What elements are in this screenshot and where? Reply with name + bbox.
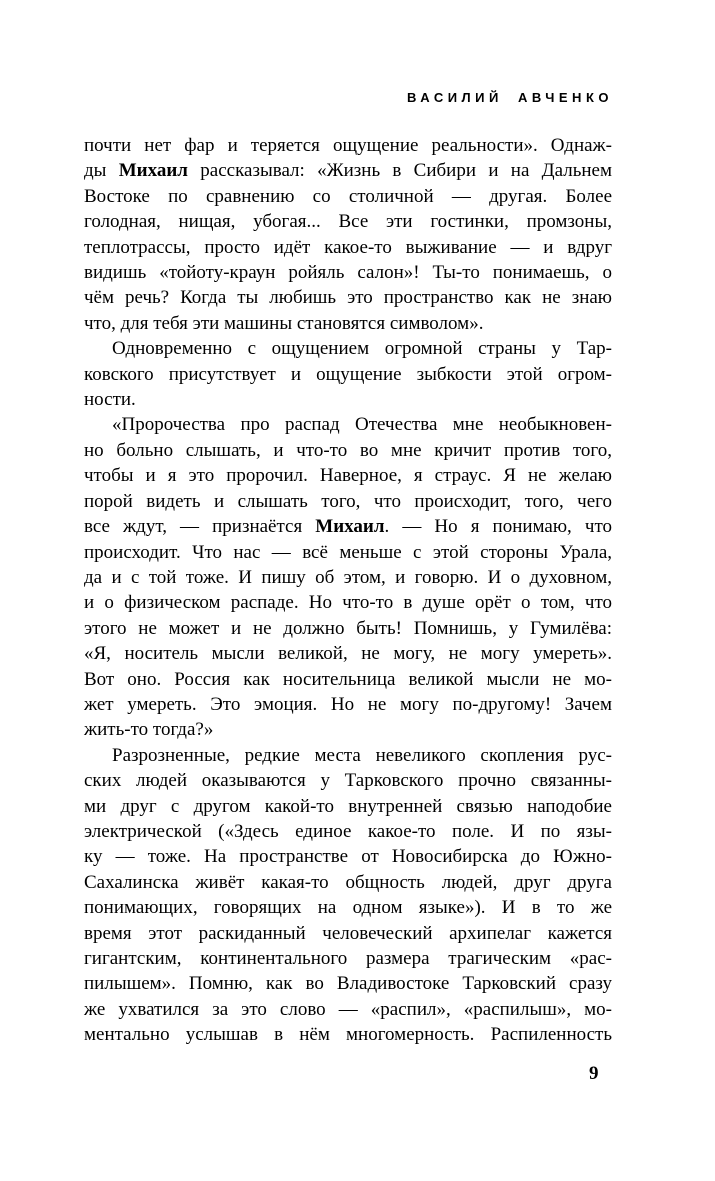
text-line: порой видеть и слышать того, что происходит, того, чего	[84, 490, 612, 512]
text-line: гигантским, континентального размера трагическим «рас-	[84, 948, 612, 969]
text-line: Одновременно с ощущением огромной страны у Тар-	[112, 338, 612, 360]
text-line: Сахалинска живёт какая-то общность людей, друг друга	[84, 871, 612, 893]
text-line: теплотрассы, просто идёт какое-то выживание — и вдруг	[84, 236, 612, 258]
body-text	[84, 133, 612, 1048]
text-line: видишь «тойоту-краун ройяль салон»! Ты-то понимаешь, о	[84, 262, 612, 284]
text-line: Вот оно. Россия как носительница великой мысли не мо-	[84, 668, 612, 690]
text-line: жить-то тогда?»	[84, 719, 214, 741]
text-line: же ухватился за это слово — «распил», «распилыш», мо-	[84, 998, 612, 1020]
text-line: почти нет фар и теряется ощущение реальности». Однаж-	[84, 135, 612, 156]
text-line: пилышем». Помню, как во Владивостоке Тарковский сразу	[84, 973, 612, 995]
text-line: чём речь? Когда ты любишь это пространство как не знаю	[84, 287, 612, 309]
text-line: Востоке по сравнению со столичной — другая. Более	[84, 185, 612, 207]
text-line: происходит. Что нас — всё меньше с этой стороны Урала,	[84, 541, 612, 563]
text-line: понимающих, говорящих на одном языке»). И в то же	[84, 897, 612, 919]
text-line: ку — тоже. На пространстве от Новосибирска до Южно-	[84, 846, 612, 868]
paragraph	[84, 336, 612, 412]
text-line: «Я, носитель мысли великой, не могу, не могу умереть».	[84, 643, 612, 665]
text-line: но больно слышать, и что-то во мне кричит против того,	[84, 439, 612, 461]
paragraph	[84, 412, 612, 742]
text-line: и о физическом распаде. Но что-то в душе орёт о том, что	[84, 592, 612, 614]
text-line: «Пророчества про распад Отечества мне необыкновен-	[112, 414, 612, 436]
text-line: ности.	[84, 389, 136, 411]
text-line: все ждут, — признаётся Михаил. — Но я понимаю, что	[84, 516, 612, 538]
text-line: что, для тебя эти машины становятся символом».	[84, 312, 484, 334]
text-line: чтобы и я это пророчил. Наверное, я страус. Я не желаю	[84, 465, 612, 487]
text-line: время этот раскиданный человеческий архипелаг кажется	[84, 922, 612, 944]
page-number: 9	[589, 1063, 599, 1084]
text-line: ковского присутствует и ощущение зыбкости этой огром-	[84, 363, 612, 385]
text-line: жет умереть. Это эмоция. Но не могу по-другому! Зачем	[84, 693, 612, 715]
text-line: электрической («Здесь единое какое-то поле. И по язы-	[84, 820, 612, 842]
text-line: ских людей оказываются у Тарковского прочно связанны-	[84, 770, 612, 792]
text-line: этого не может и не должно быть! Помнишь, у Гумилёва:	[84, 617, 612, 639]
paragraph	[84, 743, 612, 1048]
text-line: Разрозненные, редкие места невеликого скопления рус-	[112, 744, 612, 766]
text-line: ды Михаил рассказывал: «Жизнь в Сибири и на Дальнем	[84, 160, 612, 182]
paragraph	[84, 133, 612, 336]
text-line: ми друг с другом какой-то внутренней связью наподобие	[84, 795, 612, 817]
running-header: ВАСИЛИЙ АВЧЕНКО	[407, 90, 613, 105]
text-line: да и с той тоже. И пишу об этом, и говорю. И о духовном,	[84, 566, 612, 588]
text-line: ментально услышав в нём многомерность. Распиленность	[84, 1024, 612, 1046]
text-line: голодная, нищая, убогая... Все эти гостинки, промзоны,	[84, 211, 612, 233]
